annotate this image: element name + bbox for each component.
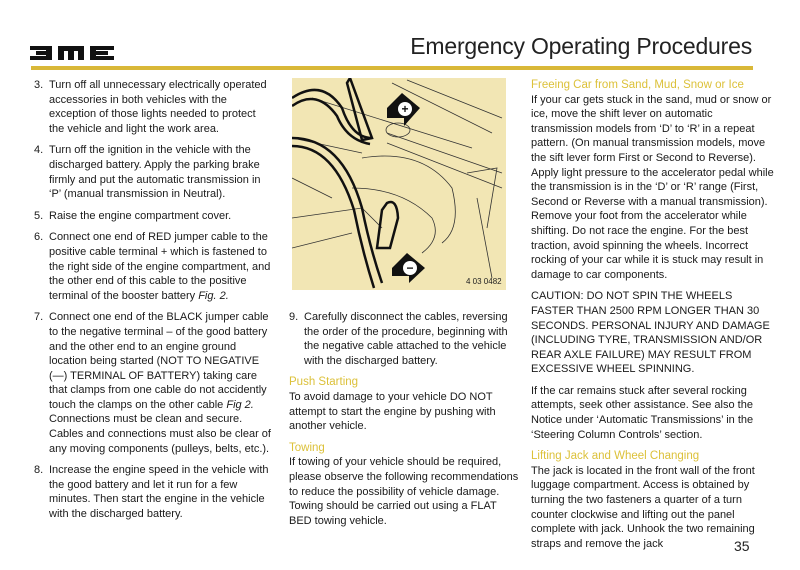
step-text: Connect one end of the BLACK jumper cable to the negative terminal – of the good battery and the other end to an engine ground location being started (NOT TO NEGATIVE (—) TERMINAL OF BATTERY) taking care that clamps from one cable do not accidently touch the clamps on the other cable — [49, 311, 269, 411]
step-text: Carefully disconnect the cables, reversing the order of the procedure, beginning with the negative cable attached to the vehicle with the discharged battery. — [304, 311, 508, 367]
step-9 — [289, 310, 521, 368]
page-title: Emergency Operating Procedures — [410, 33, 752, 59]
heading-push-starting: Push Starting — [289, 376, 359, 389]
step-number: 4. — [34, 144, 44, 157]
step-number: 5. — [34, 209, 44, 222]
step-3 — [34, 78, 274, 136]
figure-label: 4 03 0482 — [466, 277, 502, 286]
step-text: Turn off the ignition in the vehicle with the discharged battery. Apply the parking brake firmly and put the automatic transmission in ‘P’ (manual transmission in Neutral). — [49, 144, 261, 201]
step-number: 9. — [289, 311, 299, 323]
step-4 — [34, 143, 274, 201]
dmc-logo — [30, 44, 114, 62]
step-number: 7. — [34, 311, 44, 324]
page-number: 35 — [734, 538, 750, 554]
jumper-cable-illustration — [292, 78, 506, 290]
step-6 — [34, 230, 274, 303]
figure-reference: Fig 2. — [226, 398, 254, 411]
towing-text-2: Towing should be carried out using a FLAT BED towing vehicle. — [289, 500, 497, 527]
step-text: Turn off all unnecessary electrically operated accessories in both vehicles with the exception of those lights needed to protect the vehicle and light the work area. — [49, 79, 267, 135]
negative-arrow-icon — [392, 253, 425, 283]
header-rule — [31, 66, 753, 70]
step-number: 3. — [34, 79, 44, 91]
step-text: Connect one end of RED jumper cable to the positive cable terminal + which is fastened to the right side of the engine compartment, and the other end of this cable to the positive terminal of the booster battery — [49, 231, 271, 302]
figure-reference: Fig. 2. — [198, 289, 229, 302]
plus-symbol: + — [401, 102, 409, 116]
step-5 — [34, 209, 274, 224]
step-number: 8. — [34, 464, 44, 477]
positive-arrow-icon — [387, 93, 420, 126]
caution-text: CAUTION: DO NOT SPIN THE WHEELS FASTER THAN 2500 RPM LONGER THAN 30 SECONDS. PERSONAL INJURY AND DAMAGE (INCLUDING TYRE, TRANSMISSION AND/OR REAR AXLE FAILURE) MAY RESULT FROM EXCESSIVE WHEEL SPINNING. — [531, 290, 770, 376]
freeing-car-text: If your car gets stuck in the sand, mud or snow or ice, move the shift lever on automatic transmission models from ‘D’ to ‘R’ in a repeat pattern. (On manual transmission models, move the sift lever form First or Second to Reverse). Apply light pressure to the accelerator pedal while the transmission is in the ‘D’ or ‘R’ range (First, Second or Reverse with a manual transmission). Remove your foot from the accelerator while shifting. Do not race the engine. For the best traction, avoid spinning the wheels. Incorrect rocking of your car while it is stuck may result in damage to car components. — [531, 93, 774, 281]
stuck-text: If the car remains stuck after several rocking attempts, seek other assistance. See also the Notice under ‘Automatic Transmissions’ in the ‘Steering Column Controls’ section. — [531, 384, 754, 441]
heading-freeing-car: Freeing Car from Sand, Mud, Snow or Ice — [531, 79, 744, 91]
lifting-jack-text: The jack is located in the front wall of the front luggage compartment. Access is obtained by turning the two fasteners a quarter of a turn counter clockwise and lifting out the panel complete with jack. Unhook the two remaining straps and remove the jack — [531, 464, 755, 550]
heading-towing: Towing — [289, 441, 325, 454]
step-text: Connections must be clean and secure. Cables and connections must also be clear of any moving components (pulleys, belts, etc.). — [49, 413, 271, 455]
middle-column — [289, 310, 521, 528]
step-number: 6. — [34, 231, 44, 244]
push-starting-text: To avoid damage to your vehicle DO NOT attempt to start the engine by pushing with another vehicle. — [289, 390, 496, 433]
step-text: Increase the engine speed in the vehicle with the good battery and let it run for a few minutes. Then start the engine in the vehicle with the discharged battery. — [49, 464, 269, 521]
left-column — [34, 78, 274, 529]
right-column — [531, 78, 777, 551]
step-8 — [34, 463, 274, 521]
minus-symbol: − — [406, 261, 414, 275]
figure-jumper-cables — [292, 78, 506, 290]
towing-text: If towing of your vehicle should be required, please observe the following recommendations to reduce the possibility of vehicle damage. — [289, 456, 519, 498]
step-text: Raise the engine compartment cover. — [49, 209, 232, 222]
step-7 — [34, 310, 274, 456]
heading-lifting-jack: Lifting Jack and Wheel Changing — [531, 450, 700, 463]
